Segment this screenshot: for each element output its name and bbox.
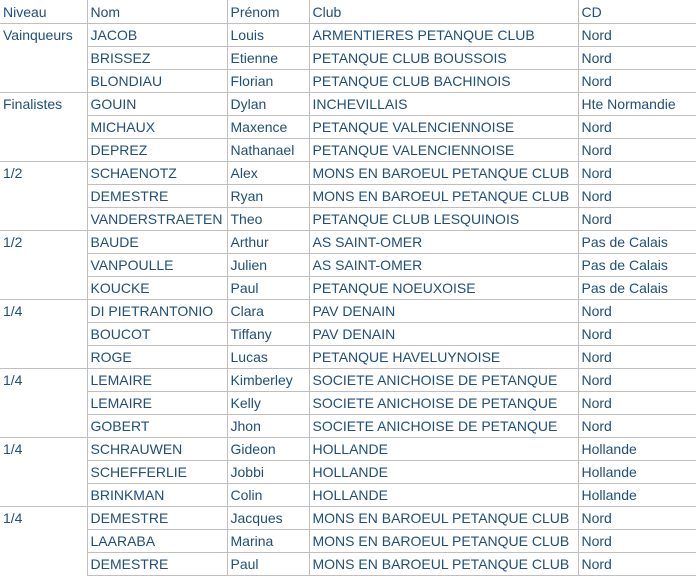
prenom-cell[interactable]: Maxence [227, 116, 309, 139]
table-row [0, 461, 696, 484]
prenom-cell[interactable]: Gideon [227, 438, 309, 461]
nom-cell[interactable]: LEMAIRE [87, 369, 227, 392]
header-niveau[interactable]: Niveau [0, 0, 87, 24]
nom-cell[interactable]: DI PIETRANTONIO [87, 300, 227, 323]
cd-cell[interactable]: Nord [578, 185, 696, 208]
prenom-cell[interactable]: Arthur [227, 231, 309, 254]
prenom-cell[interactable]: Etienne [227, 47, 309, 70]
club-cell[interactable]: PETANQUE NOEUXOISE [309, 277, 578, 300]
header-row [0, 0, 696, 24]
prenom-cell[interactable]: Marina [227, 530, 309, 553]
table-row [0, 254, 696, 277]
prenom-cell[interactable]: Julien [227, 254, 309, 277]
prenom-cell[interactable]: Florian [227, 70, 309, 93]
table-row [0, 438, 696, 461]
cd-cell[interactable]: Nord [578, 530, 696, 553]
nom-cell[interactable]: KOUCKE [87, 277, 227, 300]
niveau-cell[interactable]: 1/4 [0, 300, 87, 323]
prenom-cell[interactable]: Theo [227, 208, 309, 231]
prenom-cell[interactable]: Louis [227, 24, 309, 47]
niveau-cell[interactable] [0, 116, 87, 139]
cd-cell[interactable]: Pas de Calais [578, 277, 696, 300]
club-cell[interactable]: AS SAINT-OMER [309, 231, 578, 254]
cd-cell[interactable]: Nord [578, 47, 696, 70]
club-cell[interactable]: INCHEVILLAIS [309, 93, 578, 116]
prenom-cell[interactable]: Lucas [227, 346, 309, 369]
table-row [0, 300, 696, 323]
header-cd[interactable]: CD [578, 0, 696, 24]
club-cell[interactable]: PETANQUE CLUB LESQUINOIS [309, 208, 578, 231]
club-cell[interactable]: HOLLANDE [309, 484, 578, 507]
club-cell[interactable]: SOCIETE ANICHOISE DE PETANQUE [309, 369, 578, 392]
niveau-cell[interactable]: Vainqueurs [0, 24, 87, 47]
prenom-cell[interactable]: Paul [227, 277, 309, 300]
cd-cell[interactable]: Hte Normandie [578, 93, 696, 116]
prenom-cell[interactable]: Paul [227, 553, 309, 576]
cd-cell[interactable]: Nord [578, 162, 696, 185]
cd-cell[interactable]: Nord [578, 24, 696, 47]
nom-cell[interactable]: BOUCOT [87, 323, 227, 346]
club-cell[interactable]: PETANQUE VALENCIENNOISE [309, 139, 578, 162]
club-cell[interactable]: MONS EN BAROEUL PETANQUE CLUB [309, 185, 578, 208]
club-cell[interactable]: PETANQUE VALENCIENNOISE [309, 116, 578, 139]
table-row [0, 70, 696, 93]
niveau-cell[interactable]: 1/2 [0, 231, 87, 254]
niveau-cell[interactable] [0, 392, 87, 415]
header-prenom[interactable]: Prénom [227, 0, 309, 24]
niveau-cell[interactable] [0, 323, 87, 346]
niveau-cell[interactable]: Finalistes [0, 93, 87, 116]
club-cell[interactable]: SOCIETE ANICHOISE DE PETANQUE [309, 392, 578, 415]
nom-cell[interactable]: DEMESTRE [87, 507, 227, 530]
table-row [0, 208, 696, 231]
nom-cell[interactable]: VANPOULLE [87, 254, 227, 277]
cd-cell[interactable]: Nord [578, 208, 696, 231]
nom-cell[interactable]: SCHEFFERLIE [87, 461, 227, 484]
nom-cell[interactable]: BLONDIAU [87, 70, 227, 93]
cd-cell[interactable]: Hollande [578, 438, 696, 461]
cd-cell[interactable]: Hollande [578, 461, 696, 484]
nom-cell[interactable]: DEPREZ [87, 139, 227, 162]
club-cell[interactable]: SOCIETE ANICHOISE DE PETANQUE [309, 415, 578, 438]
cd-cell[interactable]: Nord [578, 346, 696, 369]
nom-cell[interactable]: ROGE [87, 346, 227, 369]
club-cell[interactable]: HOLLANDE [309, 438, 578, 461]
nom-cell[interactable]: BAUDE [87, 231, 227, 254]
cd-cell[interactable]: Nord [578, 392, 696, 415]
cd-cell[interactable]: Nord [578, 415, 696, 438]
niveau-cell[interactable] [0, 415, 87, 438]
niveau-cell[interactable]: 1/4 [0, 369, 87, 392]
prenom-cell[interactable]: Jacques [227, 507, 309, 530]
cd-cell[interactable]: Nord [578, 323, 696, 346]
prenom-cell[interactable]: Kelly [227, 392, 309, 415]
nom-cell[interactable]: BRINKMAN [87, 484, 227, 507]
prenom-cell[interactable]: Alex [227, 162, 309, 185]
niveau-cell[interactable] [0, 553, 87, 576]
club-cell[interactable]: MONS EN BAROEUL PETANQUE CLUB [309, 507, 578, 530]
prenom-cell[interactable]: Nathanael [227, 139, 309, 162]
niveau-cell[interactable] [0, 461, 87, 484]
cd-cell[interactable]: Nord [578, 369, 696, 392]
prenom-cell[interactable]: Dylan [227, 93, 309, 116]
prenom-cell[interactable]: Ryan [227, 185, 309, 208]
nom-cell[interactable]: JACOB [87, 24, 227, 47]
club-cell[interactable]: ARMENTIERES PETANQUE CLUB [309, 24, 578, 47]
club-cell[interactable]: PETANQUE CLUB BOUSSOIS [309, 47, 578, 70]
niveau-cell[interactable]: 1/2 [0, 162, 87, 185]
prenom-cell[interactable]: Kimberley [227, 369, 309, 392]
table-row [0, 507, 696, 530]
nom-cell[interactable]: LAARABA [87, 530, 227, 553]
prenom-cell[interactable]: Tiffany [227, 323, 309, 346]
nom-cell[interactable]: SCHRAUWEN [87, 438, 227, 461]
nom-cell[interactable]: SCHAENOTZ [87, 162, 227, 185]
cd-cell[interactable]: Nord [578, 70, 696, 93]
cd-cell[interactable]: Pas de Calais [578, 254, 696, 277]
nom-cell[interactable]: GOUIN [87, 93, 227, 116]
niveau-cell[interactable] [0, 70, 87, 93]
table-row [0, 93, 696, 116]
club-cell[interactable]: PETANQUE CLUB BACHINOIS [309, 70, 578, 93]
club-cell[interactable]: PETANQUE HAVELUYNOISE [309, 346, 578, 369]
niveau-cell[interactable] [0, 254, 87, 277]
cd-cell[interactable]: Pas de Calais [578, 231, 696, 254]
table-row [0, 47, 696, 70]
club-cell[interactable]: MONS EN BAROEUL PETANQUE CLUB [309, 553, 578, 576]
prenom-cell[interactable]: Clara [227, 300, 309, 323]
table-row [0, 553, 696, 576]
header-nom[interactable]: Nom [87, 0, 227, 24]
niveau-cell[interactable] [0, 484, 87, 507]
nom-cell[interactable]: LEMAIRE [87, 392, 227, 415]
table-row [0, 392, 696, 415]
prenom-cell[interactable]: Colin [227, 484, 309, 507]
prenom-cell[interactable]: Jobbi [227, 461, 309, 484]
table-row [0, 24, 696, 47]
cd-cell[interactable]: Nord [578, 507, 696, 530]
niveau-cell[interactable]: 1/4 [0, 438, 87, 461]
niveau-cell[interactable] [0, 530, 87, 553]
table-row [0, 231, 696, 254]
cd-cell[interactable]: Nord [578, 300, 696, 323]
nom-cell[interactable]: VANDERSTRAETEN [87, 208, 227, 231]
nom-cell[interactable]: MICHAUX [87, 116, 227, 139]
cd-cell[interactable]: Nord [578, 139, 696, 162]
table-row [0, 415, 696, 438]
prenom-cell[interactable]: Jhon [227, 415, 309, 438]
cd-cell[interactable]: Hollande [578, 484, 696, 507]
table-row [0, 116, 696, 139]
table-row [0, 323, 696, 346]
niveau-cell[interactable] [0, 208, 87, 231]
club-cell[interactable]: PAV DENAIN [309, 323, 578, 346]
table-row [0, 185, 696, 208]
niveau-cell[interactable] [0, 47, 87, 70]
nom-cell[interactable]: BRISSEZ [87, 47, 227, 70]
niveau-cell[interactable]: 1/4 [0, 507, 87, 530]
niveau-cell[interactable] [0, 139, 87, 162]
cd-cell[interactable]: Nord [578, 116, 696, 139]
table-row [0, 369, 696, 392]
cd-cell[interactable]: Nord [578, 553, 696, 576]
niveau-cell[interactable] [0, 346, 87, 369]
club-cell[interactable]: AS SAINT-OMER [309, 254, 578, 277]
niveau-cell[interactable] [0, 277, 87, 300]
nom-cell[interactable]: DEMESTRE [87, 185, 227, 208]
table-row [0, 346, 696, 369]
club-cell[interactable]: PAV DENAIN [309, 300, 578, 323]
club-cell[interactable]: MONS EN BAROEUL PETANQUE CLUB [309, 162, 578, 185]
table-row [0, 530, 696, 553]
nom-cell[interactable]: GOBERT [87, 415, 227, 438]
niveau-cell[interactable] [0, 185, 87, 208]
table-row [0, 162, 696, 185]
table-row [0, 139, 696, 162]
club-cell[interactable]: MONS EN BAROEUL PETANQUE CLUB [309, 530, 578, 553]
table-row [0, 277, 696, 300]
header-club[interactable]: Club [309, 0, 578, 24]
club-cell[interactable]: HOLLANDE [309, 461, 578, 484]
nom-cell[interactable]: DEMESTRE [87, 553, 227, 576]
table-row [0, 484, 696, 507]
